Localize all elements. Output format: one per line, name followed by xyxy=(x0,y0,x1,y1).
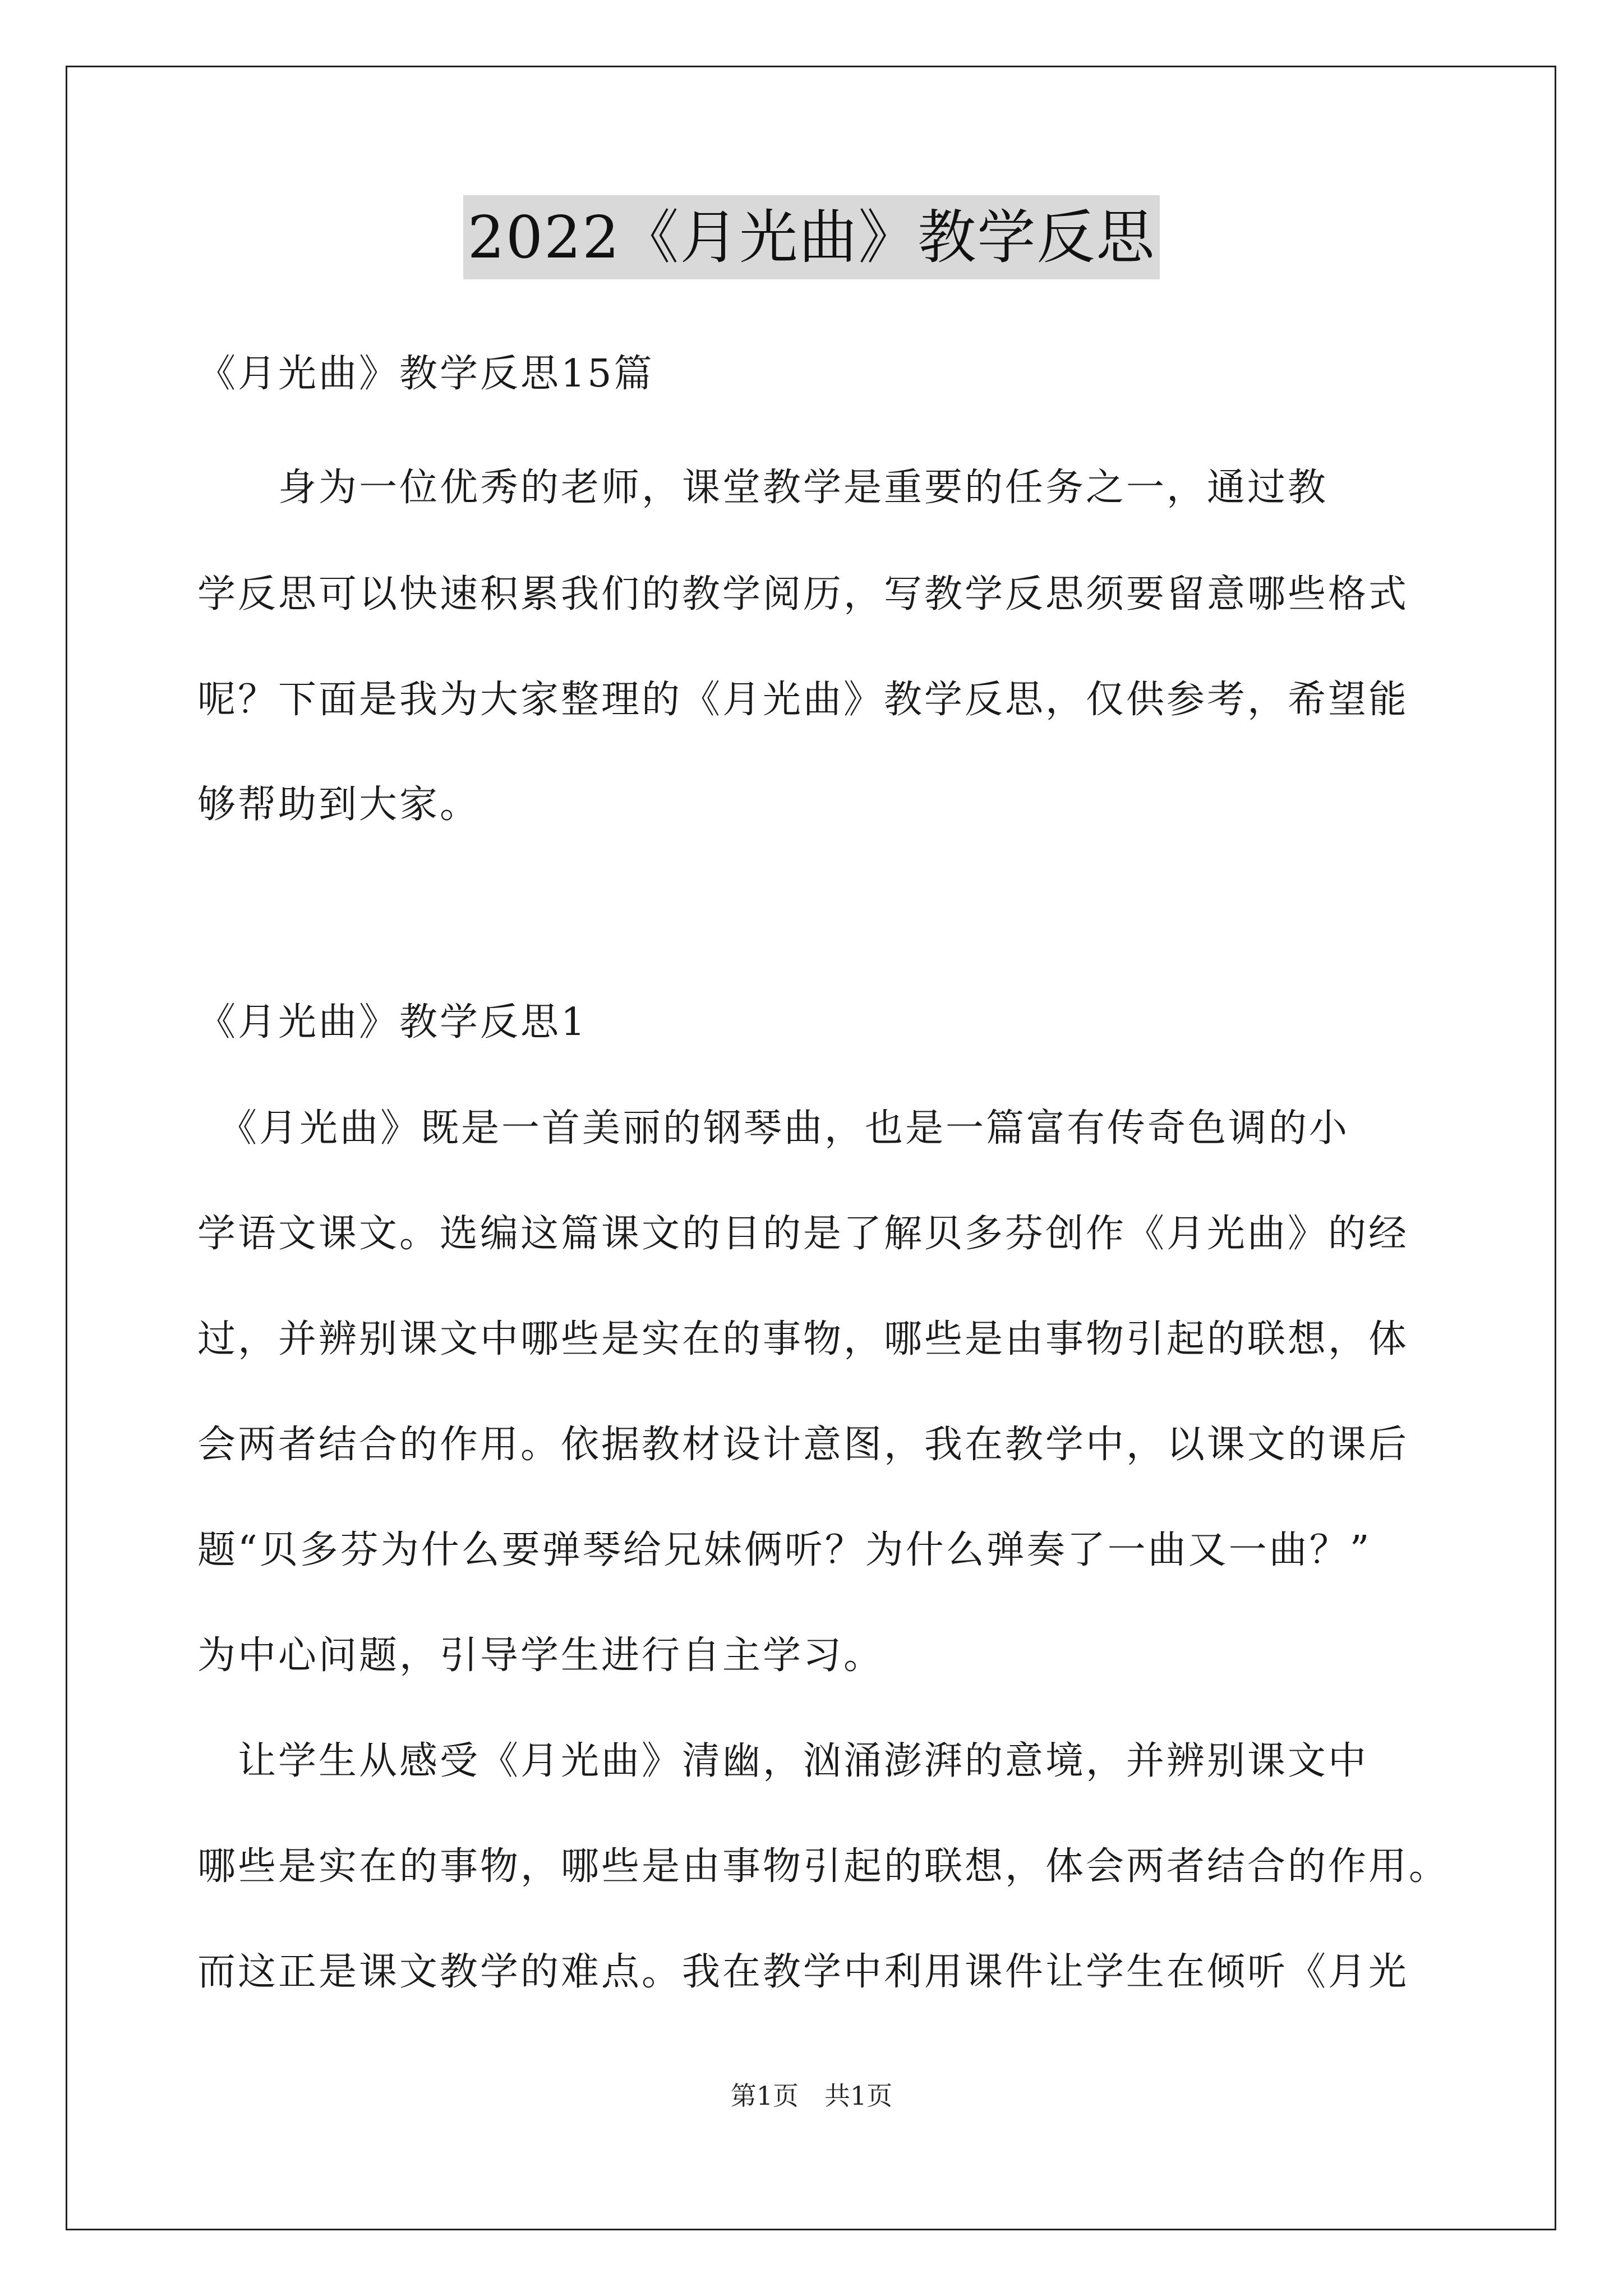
main-heading: 《月光曲》教学反思15篇 xyxy=(197,352,654,396)
paragraph-line: 而这正是课文教学的难点。我在教学中利用课件让学生在倾听《月光 xyxy=(197,1950,1409,1994)
paragraph-line: 让学生从感受《月光曲》清幽，汹涌澎湃的意境，并辨别课文中 xyxy=(197,1739,1369,1783)
paragraph-line: 题“贝多芬为什么要弹琴给兄妹俩听？为什么弹奏了一曲又一曲？” xyxy=(197,1528,1372,1572)
intro-line: 呢？下面是我为大家整理的《月光曲》教学反思，仅供参考，希望能 xyxy=(197,678,1409,722)
intro-line: 身为一位优秀的老师，课堂教学是重要的任务之一，通过教 xyxy=(197,466,1329,510)
title-container xyxy=(0,195,1623,279)
section-heading: 《月光曲》教学反思1 xyxy=(197,1000,588,1045)
page-footer: 第1页 共1页 xyxy=(730,2081,893,2111)
paragraph-line: 学语文课文。选编这篇课文的目的是了解贝多芬创作《月光曲》的经 xyxy=(197,1212,1409,1256)
intro-line: 够帮助到大家。 xyxy=(197,783,481,827)
paragraph-line: 过，并辨别课文中哪些是实在的事物，哪些是由事物引起的联想，体 xyxy=(197,1317,1409,1361)
paragraph-line: 《月光曲》既是一首美丽的钢琴曲，也是一篇富有传奇色调的小 xyxy=(197,1106,1350,1151)
intro-line: 学反思可以快速积累我们的教学阅历，写教学反思须要留意哪些格式 xyxy=(197,572,1409,616)
paragraph-line: 哪些是实在的事物，哪些是由事物引起的联想，体会两者结合的作用。 xyxy=(197,1844,1450,1889)
document-title: 2022《月光曲》教学反思 xyxy=(463,195,1160,279)
paragraph-line: 会两者结合的作用。依据教材设计意图，我在教学中，以课文的课后 xyxy=(197,1423,1409,1467)
paragraph-line: 为中心问题，引导学生进行自主学习。 xyxy=(197,1634,884,1678)
